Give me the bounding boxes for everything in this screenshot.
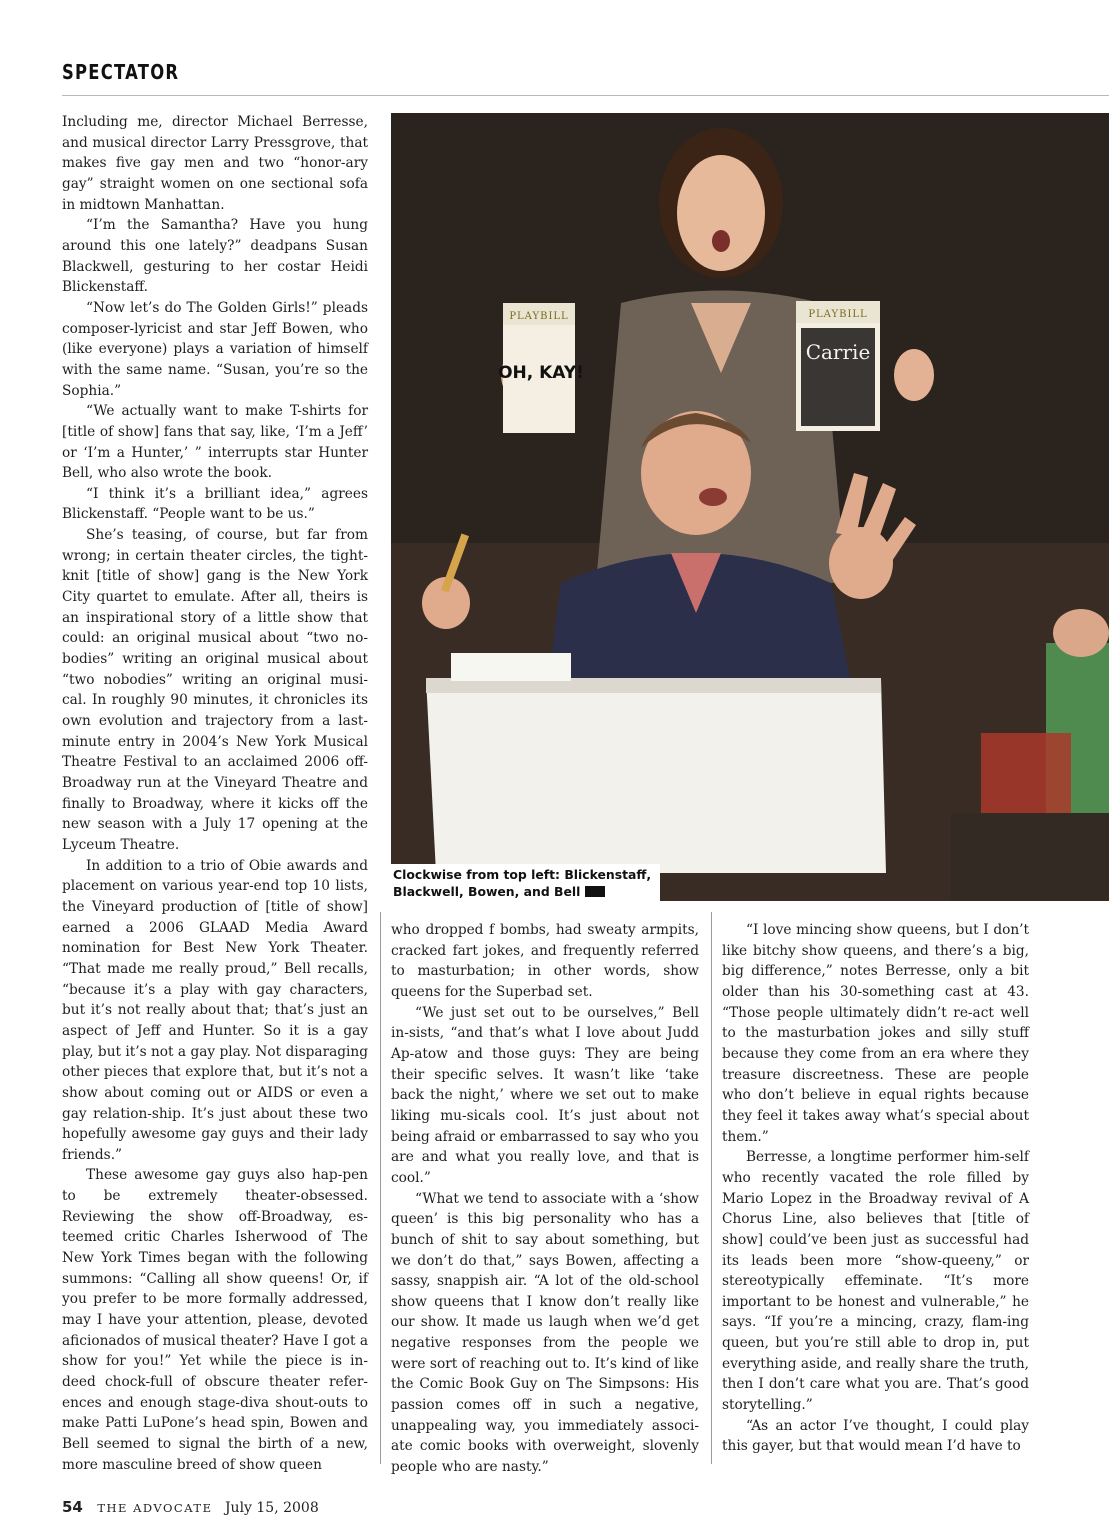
photo-caption-text: Clockwise from top left: Blickenstaff, Blackwell, Bowen, and Bell: [393, 867, 652, 899]
caption-bar: [585, 886, 605, 897]
playbill-banner-left: PLAYBILL: [509, 311, 569, 322]
paragraph: “What we tend to associate with a ‘show queen’ is this big personality who has a bunch of shit to say about something, but we don’t do that,” says Bowen, affecting a sassy, snappish air. “A lot of the old-school show queens that I know don’t really like our show. It made us laugh when we’d get negative responses from the people we were sort of reaching out to. It’s kind of like the Comic Book Guy on The Simpsons: His passion comes off in such a negative, unappealing way, you immediately associ-ate comic books with overweight, slovenly people who are nasty.”: [391, 1190, 699, 1476]
paragraph: Berresse, a longtime performer him-self who recently vacated the role filled by Mario Lopez in the Broadway revival of A Chorus Line, also believes that [title of show] could’ve been just as successful had its leads been more “show-queeny,” or stereotypically effeminate. “It’s more important to be honest and vulnerable,” he says. “If you’re a mincing, crazy, flam-ing queen, but you’re still able to drop in, put everything aside, and really share the truth, then I don’t care what you are. That’s good storytelling.”: [722, 1149, 1029, 1414]
paragraph: “As an actor I’ve thought, I could play this gayer, but that would mean I’d have to: [722, 1417, 1029, 1455]
playbill-banner-right: PLAYBILL: [808, 309, 868, 320]
issue-date: July 15, 2008: [224, 1500, 319, 1516]
paragraph: “I’m the Samantha? Have you hung around this one lately?” deadpans Susan Blackwell, gesturing to her costar Heidi Blickenstaff.: [62, 217, 368, 296]
paragraph: Including me, director Michael Berresse, and musical director Larry Pressgrove, that makes five gay men and two “honor-ary gay” straight women on one sectional sofa in midtown Manhattan.: [62, 114, 368, 213]
header-rule: [62, 95, 1109, 96]
paragraph: “I love mincing show queens, but I don’t like bitchy show queens, and there’s a big, big difference,” notes Berresse, only a bit older than his 30-something cast at 43. “Those people ultimately didn’t re-act well to the masturbation jokes and silly stuff because they come from an era where they treasure discreetness. These are people who don’t believe in equal rights because they feel it takes away what’s special about them.”: [722, 922, 1029, 1145]
paragraph: In addition to a trio of Obie awards and placement on various year-end top 10 lists, the Vineyard production of [title of show] earned a 2006 GLAAD Media Award nomination for Best New York Theater. “That made me really proud,” Bell recalls, “because it’s a play with gay characters, but it’s not really about that; that’s just an aspect of Jeff and Hunter. So it is a gay play, but it’s not a gay play. Not disparaging other pieces that explore that, but it’s not a show about coming out or AIDS or even a gay relation-ship. It’s just about these two hopefully awesome gay guys and their lady friends.”: [62, 857, 368, 1163]
paragraph: “We just set out to be ourselves,” Bell in-sists, “and that’s what I love about Judd Ap-atow and those guys: They are being their specific selves. It wasn’t like ‘take back the night,’ where we set out to make liking mu-sicals cool. It’s just about not being afraid or embarrassed to say who you are and what you really love, and that is cool.”: [391, 1004, 699, 1186]
page-number: 54: [62, 1498, 83, 1516]
paragraph: “Now let’s do The Golden Girls!” pleads composer-lyricist and star Jeff Bowen, who (like everyone) plays a variation of himself with the same name. “Susan, you’re so the Sophia.”: [62, 299, 368, 399]
photo-caption: [391, 864, 660, 903]
cast-photo-illustration: [391, 113, 1109, 901]
paragraph: She’s teasing, of course, but far from wrong; in certain theater circles, the tight-knit [title of show] gang is the New York City quartet to emulate. After all, theirs is an inspirational story of a little show that could: an original musical about “two no-bodies” writing an original musical about “two nobodies” writing an original musi-cal. In roughly 90 minutes, it chronicles its own evolution and trajectory from a last-minute entry in 2004’s New York Musical Theatre Festival to an acclaimed 2006 off-Broadway run at the Vineyard Theatre and finally to Broadway, where it kicks off the new season with a July 17 opening at the Lyceum Theatre.: [62, 527, 368, 853]
paragraph: who dropped f bombs, had sweaty armpits, cracked fart jokes, and frequently referred to masturbation; in other words, show queens for the Superbad set.: [391, 922, 699, 1000]
article-column-2: [391, 920, 699, 1478]
playbill-title-right: Carrie: [805, 340, 871, 364]
page-footer: [62, 1498, 319, 1516]
section-heading: SPECTATOR: [62, 60, 180, 84]
article-column-1: [62, 112, 368, 1475]
playbill-title-left: OH, KAY!: [498, 363, 584, 383]
paragraph: These awesome gay guys also hap-pen to be extremely theater-obsessed. Reviewing the show off-Broadway, es-teemed critic Charles Isherwood of The New York Times began with the following summons: “Calling all show queens! Or, if you prefer to be more formally addressed, may I have your attention, please, devoted aficionados of musical theater? Have I got a show for you!” Yet while the piece is in-deed chock-full of obscure theater refer-ences and enough stage-diva shout-outs to make Patti LuPone’s head spin, Bowen and Bell seemed to signal the birth of a new, more masculine breed of show queen: [62, 1167, 368, 1473]
paragraph: “We actually want to make T-shirts for [title of show] fans that say, like, ‘I’m a Jeff’ or ‘I’m a Hunter,’ ” interrupts star Hunter Bell, who also wrote the book.: [62, 403, 368, 482]
article-column-3: [722, 920, 1029, 1457]
paragraph: “I think it’s a brilliant idea,” agrees Blickenstaff. “People want to be us.”: [62, 485, 368, 523]
cast-photo: [391, 113, 1109, 901]
column-divider: [711, 912, 712, 1464]
magazine-name: THE ADVOCATE: [97, 1501, 213, 1515]
column-divider: [380, 912, 381, 1464]
